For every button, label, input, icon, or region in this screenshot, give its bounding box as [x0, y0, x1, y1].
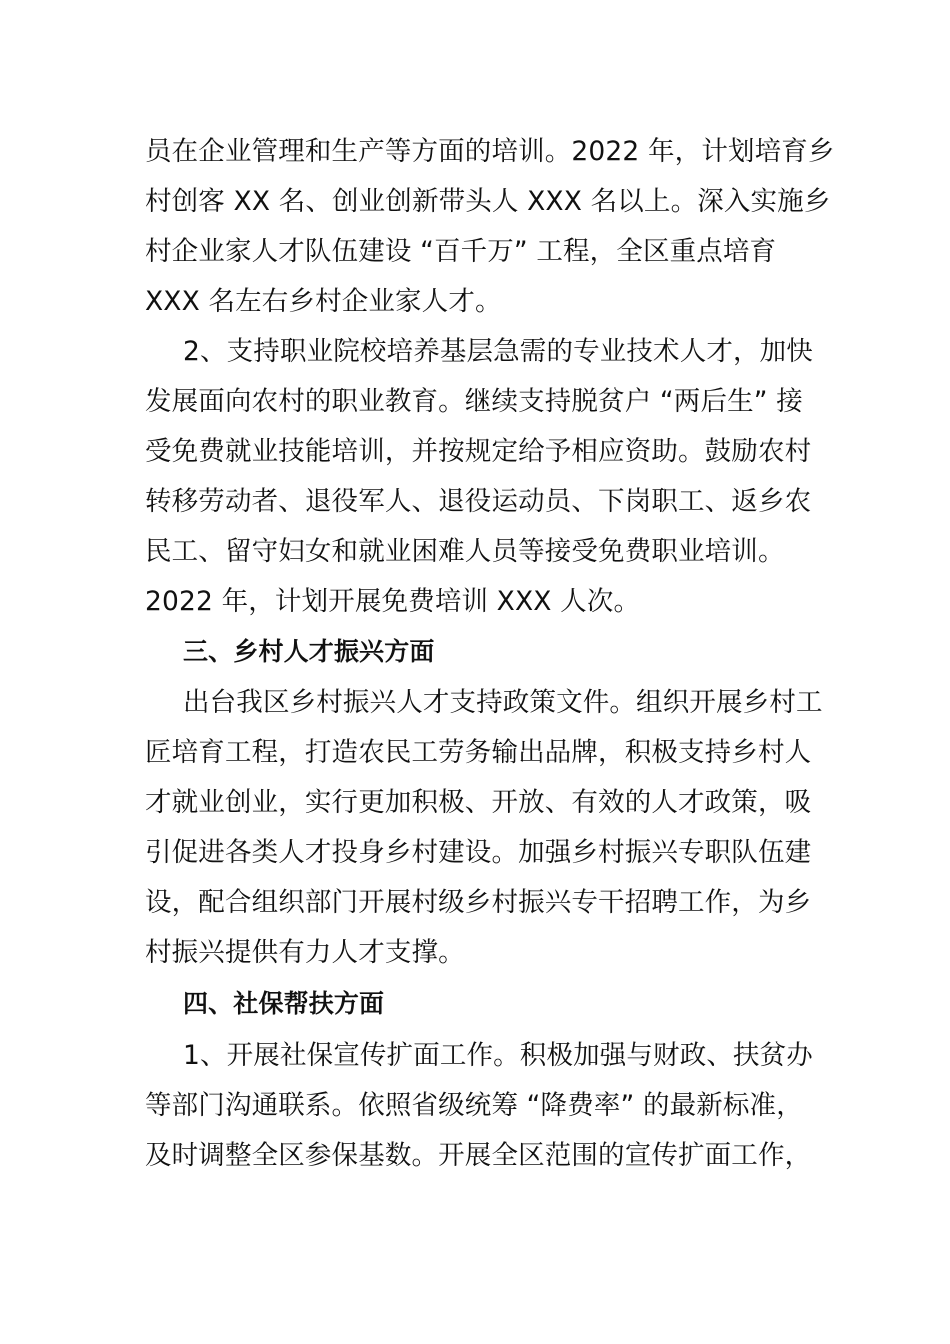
body-text-line: 引促进各类人才投身乡村建设。加强乡村振兴专职队伍建: [145, 837, 812, 868]
body-text-line: 1、开展社保宣传扩面工作。积极加强与财政、扶贫办: [183, 1040, 813, 1071]
body-text-line: 村企业家人才队伍建设 “百千万” 工程，全区重点培育: [145, 236, 777, 267]
body-text-line: 出台我区乡村振兴人才支持政策文件。组织开展乡村工: [183, 687, 823, 718]
body-text-line: 员在企业管理和生产等方面的培训。2022 年，计划培育乡: [145, 136, 835, 167]
body-text-line: 2、支持职业院校培养基层急需的专业技术人才，加快: [183, 336, 813, 367]
body-text-line: 受免费就业技能培训，并按规定给予相应资助。鼓励农村: [145, 436, 812, 467]
body-text-line: 村创客 XX 名、创业创新带头人 XXX 名以上。深入实施乡: [145, 186, 831, 217]
body-text-line: 民工、留守妇女和就业困难人员等接受免费职业培训。: [145, 536, 785, 567]
body-text-line: 转移劳动者、退役军人、退役运动员、下岗职工、返乡农: [145, 486, 812, 517]
body-text-line: 2022 年，计划开展免费培训 XXX 人次。: [145, 586, 641, 617]
section-heading: 四、社保帮扶方面: [183, 989, 385, 1018]
body-text-line: 及时调整全区参保基数。开展全区范围的宣传扩面工作，: [145, 1140, 812, 1171]
body-text-line: 发展面向农村的职业教育。继续支持脱贫户 “两后生” 接: [145, 386, 803, 417]
body-text-line: 等部门沟通联系。依照省级统筹 “降费率” 的最新标准，: [145, 1090, 803, 1121]
body-text-line: 设，配合组织部门开展村级乡村振兴专干招聘工作，为乡: [145, 887, 812, 918]
section-heading: 三、乡村人才振兴方面: [183, 637, 435, 666]
body-text-line: 匠培育工程，打造农民工劳务输出品牌，积极支持乡村人: [145, 737, 812, 768]
body-text-line: 才就业创业，实行更加积极、开放、有效的人才政策，吸: [145, 787, 812, 818]
body-text-line: XXX 名左右乡村企业家人才。: [145, 286, 502, 317]
body-text-line: 村振兴提供有力人才支撑。: [145, 937, 465, 968]
